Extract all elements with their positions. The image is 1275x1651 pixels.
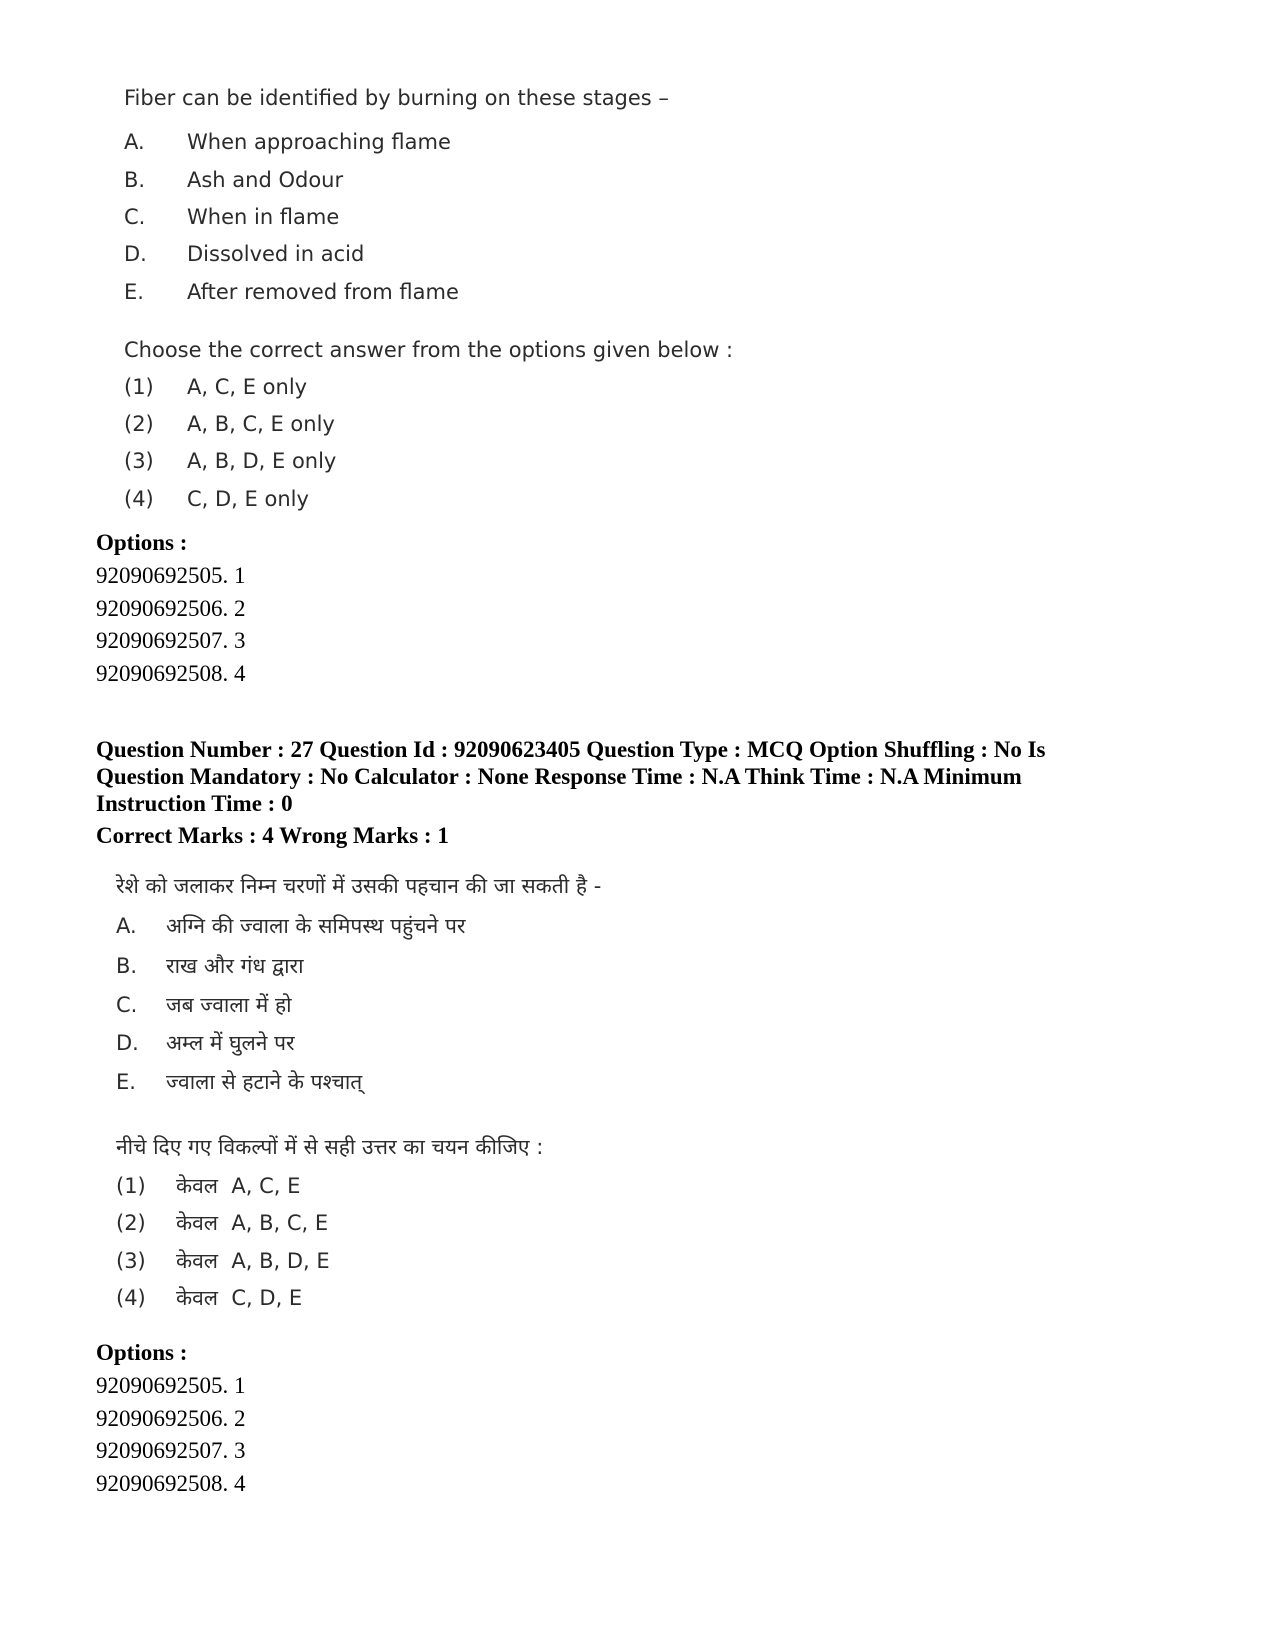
question-27-marks: Correct Marks : 4 Wrong Marks : 1 bbox=[96, 823, 449, 848]
choice-text: A, C, E only bbox=[187, 375, 308, 399]
statement-label: B. bbox=[116, 954, 138, 978]
option-line: 92090692506. 2 bbox=[96, 596, 246, 621]
choice-2 bbox=[116, 1209, 328, 1237]
choice-label: (2) bbox=[124, 412, 154, 436]
choice-4 bbox=[124, 487, 309, 511]
statement-label: A. bbox=[116, 914, 137, 938]
statement-text: राख और गंध द्वारा bbox=[166, 954, 304, 978]
statement-text: Ash and Odour bbox=[187, 168, 344, 192]
choice-label: (4) bbox=[116, 1286, 146, 1310]
choice-text: C, D, E only bbox=[187, 487, 309, 511]
statement-text: ज्वाला से हटाने के पश्चात् bbox=[166, 1070, 363, 1094]
question-27-meta-line-1: Question Number : 27 Question Id : 92090623405 Question Type : MCQ Option Shuffling : No Is bbox=[96, 737, 1046, 762]
question-26-image bbox=[124, 86, 669, 110]
option-line: 92090692505. 1 bbox=[96, 1373, 246, 1398]
statement-label: D. bbox=[116, 1031, 139, 1055]
statement-label: E. bbox=[116, 1070, 136, 1094]
statement-text: Dissolved in acid bbox=[187, 242, 365, 266]
choice-1 bbox=[124, 375, 307, 399]
statement-text: जब ज्वाला में हो bbox=[166, 993, 292, 1017]
statement-text: अम्ल में घुलने पर bbox=[166, 1031, 295, 1055]
statement-e bbox=[124, 280, 459, 304]
choice-text: केवल A, B, D, E bbox=[176, 1249, 330, 1273]
option-line: 92090692506. 2 bbox=[96, 1406, 246, 1431]
statement-label: A. bbox=[124, 130, 145, 154]
choice-label: (2) bbox=[116, 1211, 146, 1235]
choice-text: A, B, D, E only bbox=[187, 449, 337, 473]
statement-b bbox=[124, 168, 343, 192]
statement-label: E. bbox=[124, 280, 144, 304]
statement-d bbox=[116, 1029, 295, 1057]
choice-1 bbox=[116, 1172, 300, 1200]
option-line: 92090692507. 3 bbox=[96, 628, 246, 653]
choice-3 bbox=[116, 1247, 330, 1275]
question-27-meta-line-3: Instruction Time : 0 bbox=[96, 791, 293, 816]
options-heading: Options : bbox=[96, 1340, 188, 1365]
statement-label: D. bbox=[124, 242, 147, 266]
option-line: 92090692507. 3 bbox=[96, 1438, 246, 1463]
choice-label: (1) bbox=[124, 375, 154, 399]
option-line: 92090692508. 4 bbox=[96, 661, 246, 686]
statement-text: अग्नि की ज्वाला के समिपस्थ पहुंचने पर bbox=[166, 914, 466, 938]
statement-d bbox=[124, 242, 364, 266]
question-27-stem: रेशे को जलाकर निम्न चरणों में उसकी पहचान की जा सकती है - bbox=[116, 874, 602, 898]
options-heading: Options : bbox=[96, 530, 188, 555]
question-27-choose-instruction bbox=[116, 1133, 543, 1161]
choose-text: Choose the correct answer from the options given below : bbox=[124, 338, 734, 362]
choice-label: (3) bbox=[116, 1249, 146, 1273]
statement-e bbox=[116, 1068, 362, 1096]
question-26-stem: Fiber can be identified by burning on these stages – bbox=[124, 86, 669, 110]
choose-text: नीचे दिए गए विकल्पों में से सही उत्तर का चयन कीजिए : bbox=[116, 1135, 544, 1159]
choice-text: केवल A, B, C, E bbox=[176, 1211, 329, 1235]
choice-3 bbox=[124, 449, 336, 473]
question-27-meta-line-2: Question Mandatory : No Calculator : None Response Time : N.A Think Time : N.A Minimum bbox=[96, 764, 1022, 789]
choice-4 bbox=[116, 1284, 302, 1312]
choice-label: (4) bbox=[124, 487, 154, 511]
question-26-choose-instruction bbox=[124, 338, 733, 362]
statement-a bbox=[124, 130, 451, 154]
statement-a bbox=[116, 912, 465, 940]
choice-label: (3) bbox=[124, 449, 154, 473]
statement-label: C. bbox=[116, 993, 138, 1017]
statement-c bbox=[124, 205, 339, 229]
option-line: 92090692505. 1 bbox=[96, 563, 246, 588]
choice-text: केवल C, D, E bbox=[176, 1286, 303, 1310]
statement-c bbox=[116, 991, 292, 1019]
option-line: 92090692508. 4 bbox=[96, 1471, 246, 1496]
question-27-image bbox=[116, 872, 601, 900]
statement-label: C. bbox=[124, 205, 146, 229]
statement-text: When in flame bbox=[187, 205, 340, 229]
statement-b bbox=[116, 952, 304, 980]
choice-text: केवल A, C, E bbox=[176, 1174, 301, 1198]
choice-2 bbox=[124, 412, 335, 436]
choice-label: (1) bbox=[116, 1174, 146, 1198]
statement-text: After removed from flame bbox=[187, 280, 459, 304]
statement-label: B. bbox=[124, 168, 146, 192]
choice-text: A, B, C, E only bbox=[187, 412, 335, 436]
statement-text: When approaching flame bbox=[187, 130, 451, 154]
